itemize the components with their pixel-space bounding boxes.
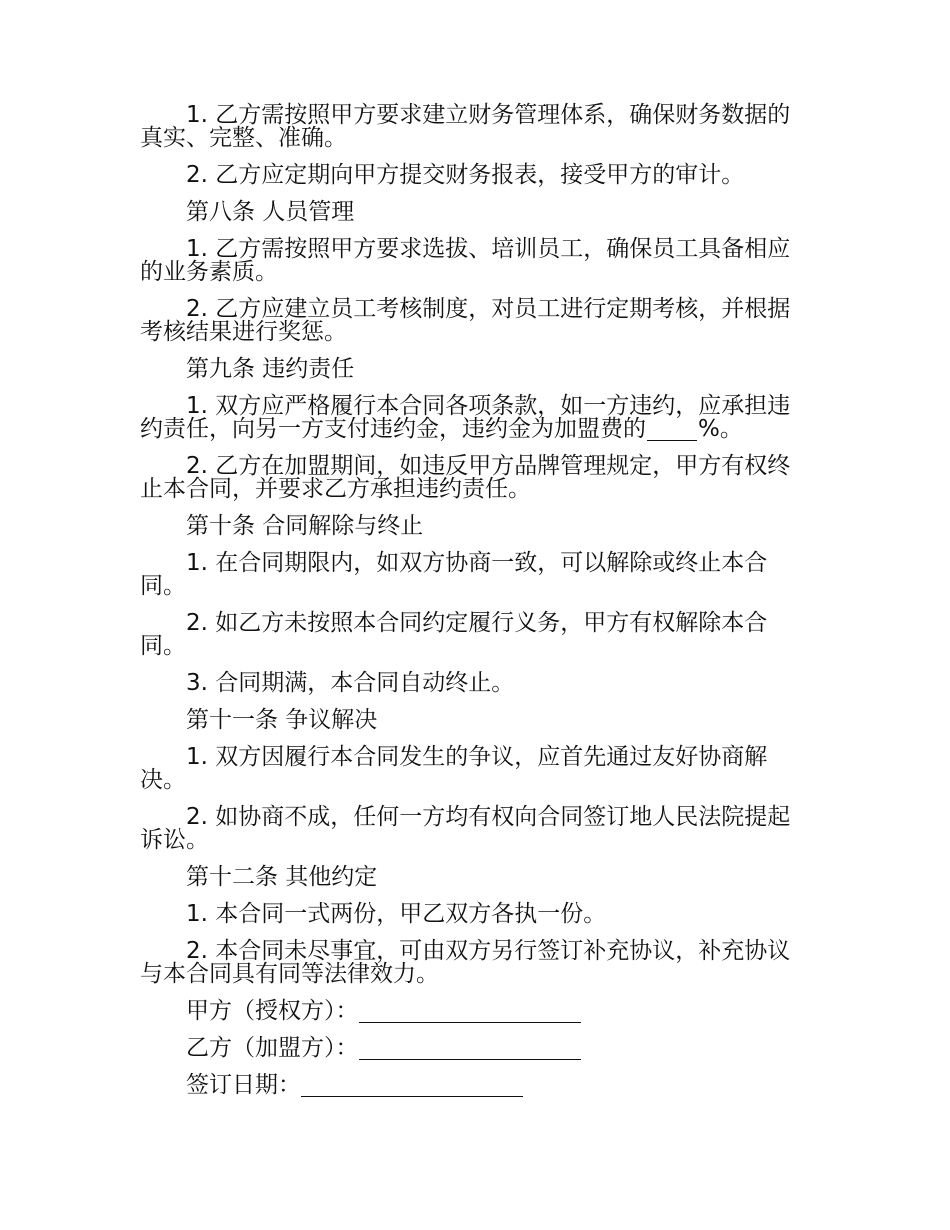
penalty-rate-blank[interactable] bbox=[647, 418, 697, 441]
dispute-clause-1: 1. 双方因履行本合同发生的争议，应首先通过友好协商解决。 bbox=[140, 744, 768, 793]
other-clause-2: 2. 本合同未尽事宜，可由双方另行签订补充协议，补充协议与本合同具有同等法律效力。 bbox=[140, 938, 791, 987]
article-12-heading: 第十二条 其他约定 bbox=[186, 864, 378, 890]
party-b-blank[interactable] bbox=[359, 1037, 581, 1060]
signing-date bbox=[140, 1074, 812, 1097]
liability-clause-2: 2. 乙方在加盟期间，如违反甲方品牌管理规定，甲方有权终止本合同，并要求乙方承担违约责任。 bbox=[140, 453, 791, 502]
article-9-heading: 第九条 违约责任 bbox=[186, 356, 355, 382]
party-a-blank[interactable] bbox=[359, 1000, 581, 1023]
personnel-clause-2: 2. 乙方应建立员工考核制度，对员工进行定期考核，并根据考核结果进行奖惩。 bbox=[140, 296, 791, 345]
contract-body bbox=[140, 104, 812, 1111]
liability-clause-1-suffix: %。 bbox=[698, 416, 743, 442]
party-b-signature bbox=[140, 1037, 812, 1060]
signing-date-label: 签订日期： bbox=[186, 1072, 301, 1098]
termination-clause-2: 2. 如乙方未按照本合同约定履行义务，甲方有权解除本合同。 bbox=[140, 610, 768, 659]
liability-clause-1-text: 1. 双方应严格履行本合同各项条款，如一方违约，应承担违约责任，向另一方支付违约金，违约金为加盟费的 bbox=[140, 393, 791, 442]
dispute-clause-2: 2. 如协商不成，任何一方均有权向合同签订地人民法院提起诉讼。 bbox=[140, 804, 791, 853]
signature-block bbox=[140, 1000, 812, 1097]
party-b-label: 乙方（加盟方）： bbox=[186, 1035, 359, 1061]
termination-clause-1: 1. 在合同期限内，如双方协商一致，可以解除或终止本合同。 bbox=[140, 550, 768, 599]
personnel-clause-1: 1. 乙方需按照甲方要求选拔、培训员工，确保员工具备相应的业务素质。 bbox=[140, 236, 791, 285]
signing-date-blank[interactable] bbox=[301, 1074, 523, 1097]
party-a-label: 甲方（授权方）： bbox=[186, 998, 359, 1024]
finance-clause-2: 2. 乙方应定期向甲方提交财务报表，接受甲方的审计。 bbox=[186, 162, 745, 188]
termination-clause-3: 3. 合同期满，本合同自动终止。 bbox=[186, 670, 515, 696]
liability-clause-1 bbox=[140, 395, 812, 441]
article-11-heading: 第十一条 争议解决 bbox=[186, 707, 378, 733]
article-8-heading: 第八条 人员管理 bbox=[186, 199, 355, 225]
article-10-heading: 第十条 合同解除与终止 bbox=[186, 513, 424, 539]
finance-clause-1: 1. 乙方需按照甲方要求建立财务管理体系，确保财务数据的真实、完整、准确。 bbox=[140, 102, 791, 151]
party-a-signature bbox=[140, 1000, 812, 1023]
other-clause-1: 1. 本合同一式两份，甲乙双方各执一份。 bbox=[186, 901, 607, 927]
